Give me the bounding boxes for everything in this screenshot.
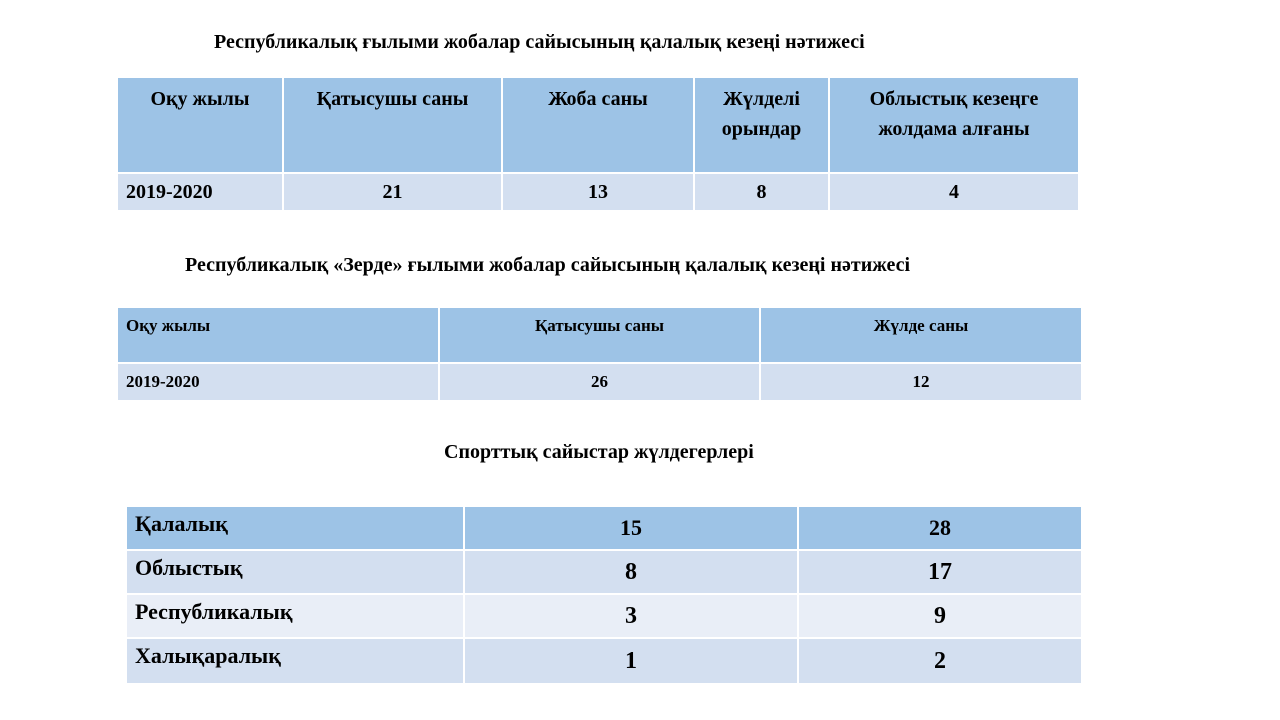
section3-title: Спорттық сайыстар жүлдегерлері <box>444 441 754 463</box>
cell-value-2: 17 <box>798 550 1082 594</box>
cell-value-1: 3 <box>464 594 798 638</box>
cell-participants: 21 <box>283 173 502 211</box>
cell-value-1: 1 <box>464 638 798 684</box>
cell-prize-places: 8 <box>694 173 829 211</box>
table-row <box>126 550 1082 594</box>
sports-winners-table <box>125 505 1083 685</box>
col-header-prizes: Жүлде саны <box>760 307 1082 363</box>
cell-prizes: 12 <box>760 363 1082 401</box>
cell-value-1: 15 <box>464 506 798 550</box>
cell-regional-referral: 4 <box>829 173 1079 211</box>
table-row <box>126 594 1082 638</box>
cell-value-1: 8 <box>464 550 798 594</box>
col-header-participants: Қатысушы саны <box>439 307 760 363</box>
col-header-regional-referral: Облыстық кезеңге жолдама алғаны <box>829 77 1079 173</box>
table-row <box>126 506 1082 550</box>
cell-value-2: 9 <box>798 594 1082 638</box>
section1-title: Республикалық ғылыми жобалар сайысының қалалық кезеңі нәтижесі <box>214 31 865 53</box>
zerde-results-table <box>116 306 1083 402</box>
col-header-participants: Қатысушы саны <box>283 77 502 173</box>
city-project-results-table <box>116 76 1080 212</box>
cell-participants: 26 <box>439 363 760 401</box>
cell-level: Республикалық <box>126 594 464 638</box>
cell-year: 2019-2020 <box>117 173 283 211</box>
cell-level: Қалалық <box>126 506 464 550</box>
cell-level: Халықаралық <box>126 638 464 684</box>
cell-level: Облыстық <box>126 550 464 594</box>
table-header-row <box>117 307 1082 363</box>
cell-value-2: 2 <box>798 638 1082 684</box>
col-header-projects: Жоба саны <box>502 77 694 173</box>
table-row <box>117 363 1082 401</box>
cell-year: 2019-2020 <box>117 363 439 401</box>
table-row <box>126 638 1082 684</box>
cell-value-2: 28 <box>798 506 1082 550</box>
table-row <box>117 173 1079 211</box>
col-header-year: Оқу жылы <box>117 307 439 363</box>
table-header-row <box>117 77 1079 173</box>
col-header-year: Оқу жылы <box>117 77 283 173</box>
cell-projects: 13 <box>502 173 694 211</box>
col-header-prize-places: Жүлделі орындар <box>694 77 829 173</box>
section2-title: Республикалық «Зерде» ғылыми жобалар сайысының қалалық кезеңі нәтижесі <box>185 254 911 276</box>
